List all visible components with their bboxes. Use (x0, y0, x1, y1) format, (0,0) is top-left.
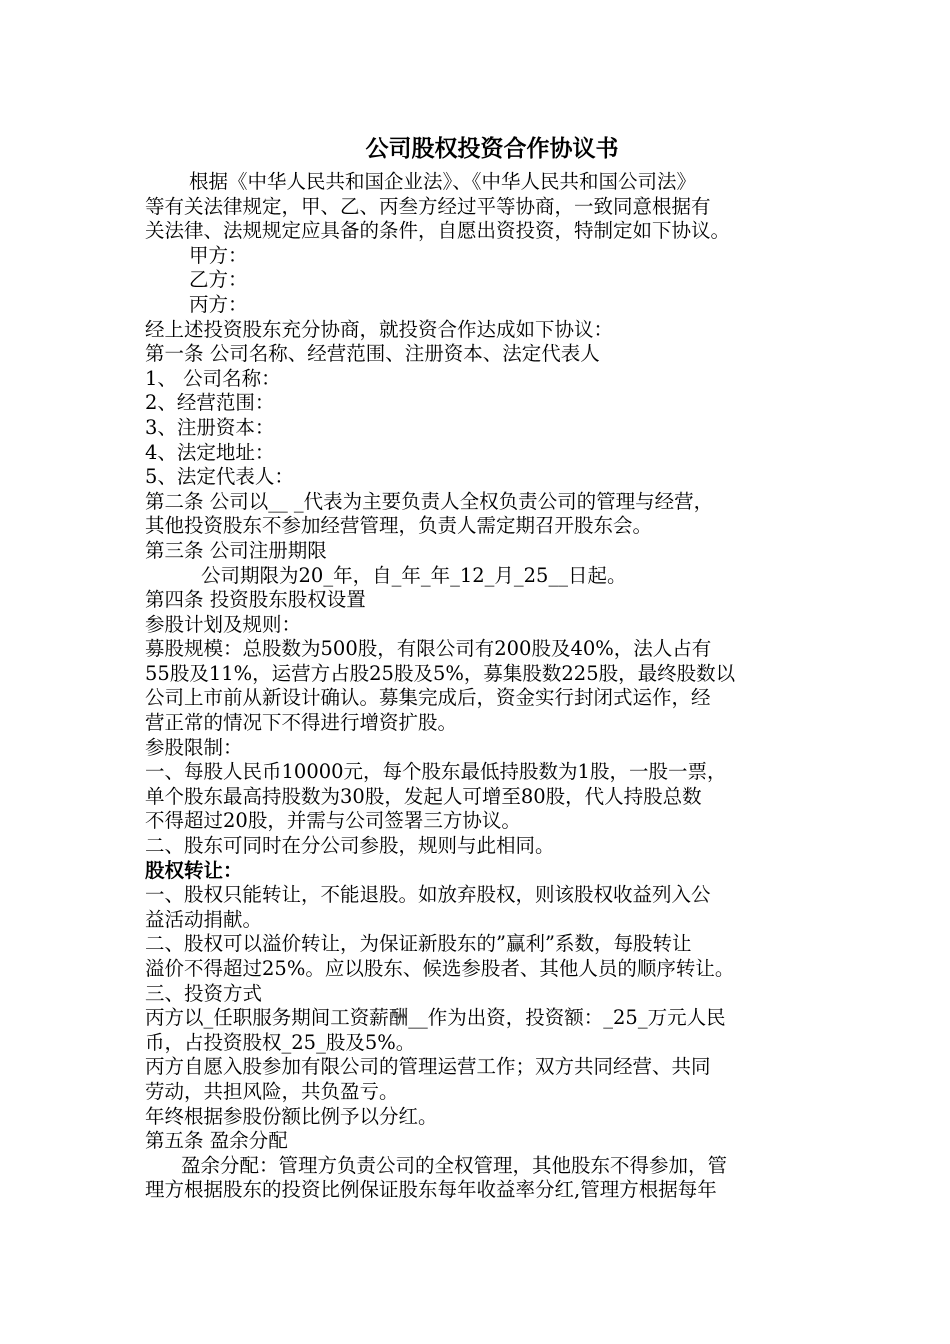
document-line-text: 二、股权可以溢价转让，为保证新股东的”赢利”系数，每股转让 (145, 932, 692, 956)
document-line (145, 834, 825, 859)
document-line-text: 第一条 公司名称、经营范围、注册资本、法定代表人 (145, 342, 600, 366)
document-line (145, 416, 825, 441)
document-line (145, 613, 825, 638)
document-line (145, 588, 825, 613)
document-line (145, 367, 825, 392)
document-line-text: 不得超过20股，并需与公司签署三方协议。 (145, 809, 521, 833)
document-line (145, 293, 825, 318)
document-line (145, 441, 825, 466)
document-line-text: 丙方： (189, 292, 248, 316)
document-line-text: 5、法定代表人： (145, 465, 294, 489)
document-line (145, 686, 825, 711)
document-line-text: 二、股东可同时在分公司参股，规则与此相同。 (145, 834, 555, 858)
document-line (145, 1154, 825, 1179)
document-line (145, 1105, 825, 1130)
document-line-text: 一、每股人民币10000元，每个股东最低持股数为1股，一股一票， (145, 760, 727, 784)
document-line (145, 908, 825, 933)
document-line (145, 564, 825, 589)
document-line-text: 1、 公司名称： (145, 366, 281, 390)
document-line (145, 711, 825, 736)
document-line-text: 关法律、法规规定应具备的条件，自愿出资投资，特制定如下协议。 (145, 219, 731, 243)
document-line-text: 单个股东最高持股数为30股，发起人可增至80股，代人持股总数 (145, 784, 702, 808)
document-line-text: 丙方以_任职服务期间工资薪酬__作为出资，投资额：_25_万元人民 (145, 1006, 726, 1030)
document-line-text: 第三条 公司注册期限 (145, 538, 327, 562)
document-line-text: 三、投资方式 (145, 981, 263, 1005)
document-line (145, 170, 825, 195)
document-line (145, 932, 825, 957)
document-line (145, 809, 825, 834)
document-line (145, 268, 825, 293)
document-line (145, 859, 825, 884)
document-line (145, 391, 825, 416)
document-line-text: 乙方： (189, 268, 248, 292)
document-line (145, 318, 825, 343)
document-line (145, 539, 825, 564)
document-line (145, 637, 825, 662)
document-line (145, 760, 825, 785)
document-line-text: 甲方： (189, 243, 248, 267)
document-line-text: 等有关法律规定，甲、乙、丙叁方经过平等协商，一致同意根据有 (145, 194, 711, 218)
document-line (145, 1006, 825, 1031)
document-line-text: 第四条 投资股东股权设置 (145, 588, 366, 612)
document-line (145, 1031, 825, 1056)
document-line-text: 2、经营范围： (145, 391, 275, 415)
document-body (145, 170, 825, 1203)
document-line-text: 第五条 盈余分配 (145, 1129, 288, 1153)
document-line (145, 662, 825, 687)
document-line (145, 195, 825, 220)
document-line-text: 溢价不得超过25%。应以股东、候选参股者、其他人员的顺序转让。 (145, 957, 735, 980)
document-line-text: 参股限制： (145, 735, 243, 759)
document-line-text: 年终根据参股份额比例予以分红。 (145, 1104, 438, 1128)
document-line (145, 785, 825, 810)
document-line (145, 736, 825, 761)
document-line (145, 465, 825, 490)
document-line-text: 募股规模：总股数为500股，有限公司有200股及40%，法人占有 (145, 637, 712, 661)
document-line-text: 一、股权只能转让，不能退股。如放弃股权，则该股权收益列入公 (145, 883, 711, 907)
document-line (145, 342, 825, 367)
document-line-text: 公司上市前从新设计确认。募集完成后，资金实行封闭式运作，经 (145, 686, 711, 710)
document-line (145, 1055, 825, 1080)
document-line (145, 244, 825, 269)
document-line-text: 股权转让： (145, 858, 243, 882)
document-line-text: 理方根据股东的投资比例保证股东每年收益率分红,管理方根据每年 (145, 1178, 717, 1202)
document-line-text: 根据《中华人民共和国企业法》、《中华人民共和国公司法》 (189, 170, 697, 193)
document-line (145, 1178, 825, 1203)
document-line-text: 第二条 公司以__ _代表为主要负责人全权负责公司的管理与经营， (145, 489, 714, 513)
document-line-text: 55股及11%，运营方占股25股及5%，募集股数225股，最终股数以 (145, 661, 736, 685)
document-line-text: 其他投资股东不参加经营管理，负责人需定期召开股东会。 (145, 514, 653, 538)
document-line-text: 4、法定地址： (145, 440, 275, 464)
document-line (145, 982, 825, 1007)
document-line (145, 957, 825, 982)
document-line (145, 514, 825, 539)
document-line (145, 490, 825, 515)
document-title: 公司股权投资合作协议书 (365, 135, 619, 162)
document-line-text: 盈余分配：管理方负责公司的全权管理，其他股东不得参加，管 (181, 1153, 728, 1177)
document-line-text: 3、注册资本： (145, 415, 275, 439)
document-line-text: 劳动，共担风险，共负盈亏。 (145, 1079, 399, 1103)
document-line-text: 经上述投资股东充分协商，就投资合作达成如下协议： (145, 317, 614, 341)
document-line (145, 883, 825, 908)
document-line-text: 营正常的情况下不得进行增资扩股。 (145, 711, 458, 735)
document-line-text: 参股计划及规则： (145, 612, 302, 636)
document-line (145, 1080, 825, 1105)
document-line-text: 币，占投资股权_25_股及5%。 (145, 1030, 416, 1054)
document-line (145, 1129, 825, 1154)
document-line-text: 公司期限为20_年，自_年_年_12_月_25__日起。 (201, 563, 627, 587)
document-line-text: 丙方自愿入股参加有限公司的管理运营工作；双方共同经营、共同 (145, 1055, 711, 1079)
document-line (145, 219, 825, 244)
document-page (145, 128, 825, 1203)
document-line-text: 益活动捐献。 (145, 907, 263, 931)
